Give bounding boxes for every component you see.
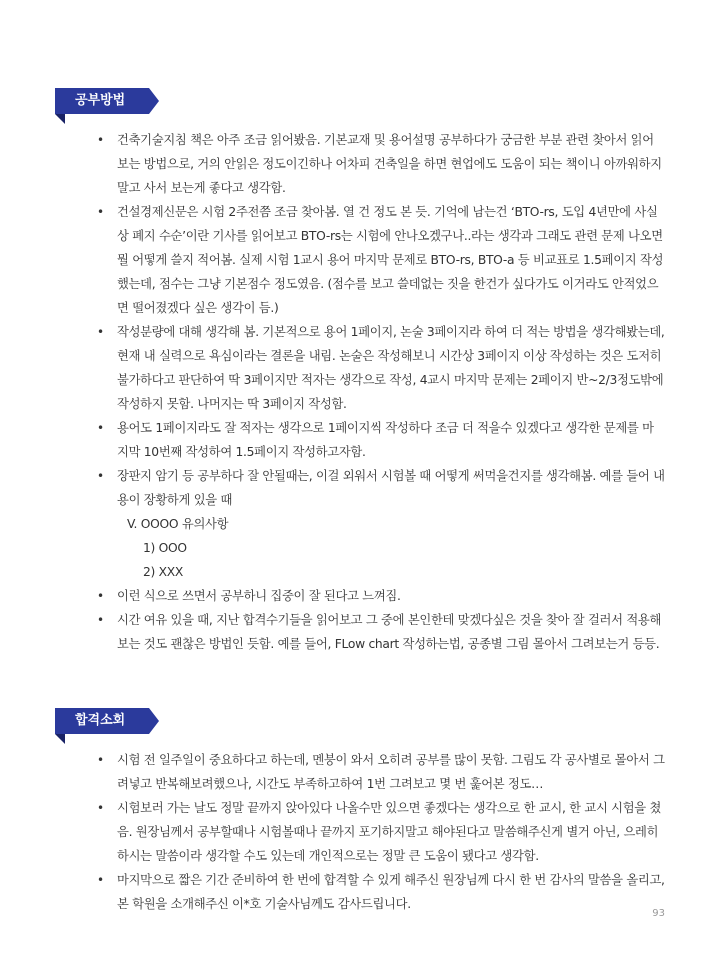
section-tag-passing-thoughts bbox=[55, 708, 161, 734]
list-item bbox=[95, 748, 665, 796]
section-tag-study-method bbox=[55, 88, 161, 114]
bullet-icon: • bbox=[97, 873, 104, 887]
list-item bbox=[95, 608, 665, 656]
list-item bbox=[95, 796, 665, 868]
example-subitem: 2) XXX bbox=[143, 565, 184, 579]
study-method-list bbox=[95, 128, 665, 656]
list-item-text: 장판지 암기 등 공부하다 잘 안될때는, 이걸 외워서 시험볼 때 어떻게 써먹을건지를 생각해봄. 예를 들어 내용이 장황하게 있을 때 bbox=[117, 469, 665, 507]
bullet-icon: • bbox=[97, 469, 104, 483]
example-heading: V. OOOO 유의사항 bbox=[127, 517, 229, 531]
list-item-text: 시험 전 일주일이 중요하다고 하는데, 멘붕이 와서 오히려 공부를 많이 못함. 그림도 각 공사별로 몰아서 그려넣고 반복해보려했으나, 시간도 부족하고하여 1번 그려보고 몇 번 훑어본 정도… bbox=[117, 753, 665, 791]
example-subitem: 1) OOO bbox=[143, 541, 187, 555]
tag-arrow-shape bbox=[149, 708, 159, 734]
bullet-icon: • bbox=[97, 589, 104, 603]
list-item-text: 작성분량에 대해 생각해 봄. 기본적으로 용어 1페이지, 논술 3페이지라 하여 더 적는 방법을 생각해봤는데, 현재 내 실력으로 욕심이라는 결론을 내림. 논술은 작성해보니 시간상 3페이지 이상 작성하는 것은 도저히 불가하다고 판단하여 딱 3페이지만 적자는 생각으로 작성, 4교시 마지막 문제는 2페이지 반~2/3정도밖에 작성하지 못함. 나머지는 딱 3페이지 작성함. bbox=[117, 325, 665, 411]
passing-thoughts-list bbox=[95, 748, 665, 916]
list-item bbox=[95, 868, 665, 916]
bullet-icon: • bbox=[97, 421, 104, 435]
list-item-text: 시험보러 가는 날도 정말 끝까지 앉아있다 나올수만 있으면 좋겠다는 생각으로 한 교시, 한 교시 시험을 쳤음. 원장님께서 공부할때나 시험볼때나 끝까지 포기하지말고 해야된다고 말씀해주신게 별거 아닌, 으레히 하시는 말씀이라 생각할 수도 있는데 개인적으로는 정말 큰 도움이 됐다고 생각함. bbox=[117, 801, 662, 863]
section-title: 합격소회 bbox=[55, 708, 149, 734]
bullet-icon: • bbox=[97, 801, 104, 815]
bullet-icon: • bbox=[97, 325, 104, 339]
list-item bbox=[95, 584, 665, 608]
list-item-text: 이런 식으로 쓰면서 공부하니 집중이 잘 된다고 느껴짐. bbox=[117, 589, 401, 603]
section-title: 공부방법 bbox=[55, 88, 149, 114]
list-item-text: 건설경제신문은 시험 2주전쯤 조금 찾아봄. 열 건 정도 본 듯. 기억에 남는건 ‘BTO-rs, 도입 4년만에 사실상 폐지 수순’이란 기사를 읽어보고 BTO-rs는 시험에 안나오겠구나..라는 생각과 그래도 관련 문제 나오면 뭘 어떻게 쓸지 적어봄. 실제 시험 1교시 용어 마지막 문제로 BTO-rs, BTO-a 등 비교표로 1.5페이지 작성했는데, 점수는 그냥 기본점수 정도였음. (점수를 보고 쓸데없는 짓을 한건가 싶다가도 이거라도 안적었으면 떨어졌겠다 싶은 생각이 듬.) bbox=[117, 205, 664, 315]
tag-fold-shape bbox=[55, 734, 65, 744]
list-item-text: 마지막으로 짧은 기간 준비하여 한 번에 합격할 수 있게 해주신 원장님께 다시 한 번 감사의 말씀을 올리고, 본 학원을 소개해주신 이*호 기술사님께도 감사드립니다. bbox=[117, 873, 665, 911]
page-number: 93 bbox=[652, 908, 665, 919]
tag-arrow-shape bbox=[149, 88, 159, 114]
list-item bbox=[95, 128, 665, 200]
list-item bbox=[95, 320, 665, 416]
list-item bbox=[95, 464, 665, 584]
list-item bbox=[95, 416, 665, 464]
tag-fold-shape bbox=[55, 114, 65, 124]
list-item-text: 건축기술지침 책은 아주 조금 읽어봤음. 기본교재 및 용어설명 공부하다가 궁금한 부분 관련 찾아서 읽어보는 방법으로, 거의 안읽은 정도이긴하나 어차피 건축일을 하면 현업에도 도움이 되는 책이니 아까워하지말고 사서 보는게 좋다고 생각함. bbox=[117, 133, 662, 195]
bullet-icon: • bbox=[97, 613, 104, 627]
list-item-text: 용어도 1페이지라도 잘 적자는 생각으로 1페이지씩 작성하다 조금 더 적을수 있겠다고 생각한 문제를 마지막 10번째 작성하여 1.5페이지 작성하고자함. bbox=[117, 421, 654, 459]
bullet-icon: • bbox=[97, 133, 104, 147]
list-item bbox=[95, 200, 665, 320]
bullet-icon: • bbox=[97, 753, 104, 767]
list-item-text: 시간 여유 있을 때, 지난 합격수기들을 읽어보고 그 중에 본인한테 맞겠다싶은 것을 찾아 잘 걸러서 적용해보는 것도 괜찮은 방법인 듯함. 예를 들어, FLow chart 작성하는법, 공종별 그림 몰아서 그려보는거 등등. bbox=[117, 613, 662, 651]
bullet-icon: • bbox=[97, 205, 104, 219]
